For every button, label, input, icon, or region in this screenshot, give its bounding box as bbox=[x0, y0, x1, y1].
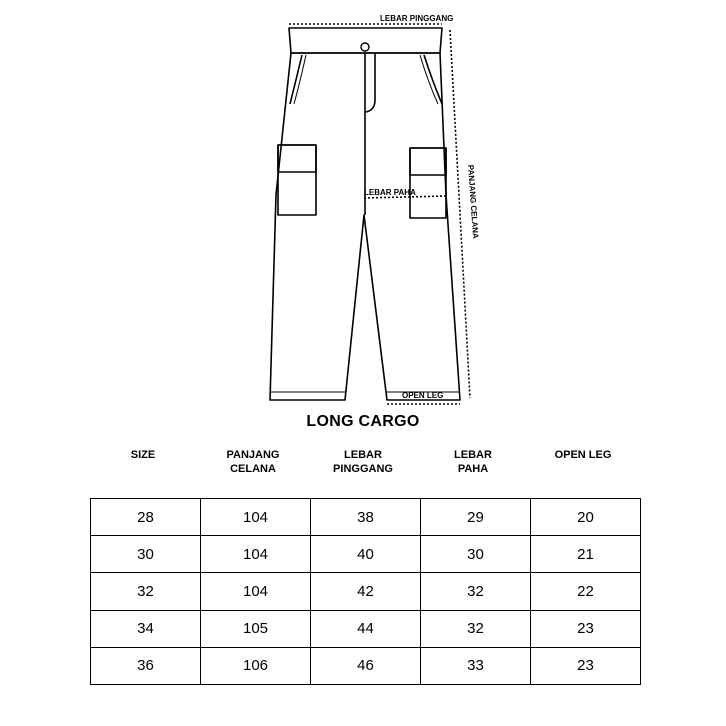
cell-lebar-paha: 29 bbox=[421, 499, 531, 536]
cell-size: 34 bbox=[91, 610, 201, 647]
cell-lebar-pinggang: 44 bbox=[311, 610, 421, 647]
cell-panjang-celana: 104 bbox=[201, 536, 311, 573]
button-icon bbox=[361, 43, 369, 51]
header-panjang-celana: PANJANG CELANA bbox=[226, 449, 280, 475]
table-row bbox=[91, 610, 641, 647]
cell-panjang-celana: 105 bbox=[201, 610, 311, 647]
cell-open-leg: 23 bbox=[531, 610, 641, 647]
cell-lebar-pinggang: 40 bbox=[311, 536, 421, 573]
cell-lebar-paha: 30 bbox=[421, 536, 531, 573]
cell-size: 36 bbox=[91, 647, 201, 684]
header-lebar-paha: LEBAR PAHA bbox=[454, 449, 492, 475]
table-row bbox=[91, 499, 641, 536]
table-row bbox=[91, 536, 641, 573]
header-open-leg: OPEN LEG bbox=[554, 449, 612, 461]
cell-open-leg: 21 bbox=[531, 536, 641, 573]
cell-open-leg: 20 bbox=[531, 499, 641, 536]
cell-lebar-pinggang: 42 bbox=[311, 573, 421, 610]
product-title: LONG CARGO bbox=[306, 413, 420, 430]
table-row bbox=[91, 647, 641, 684]
cell-panjang-celana: 104 bbox=[201, 573, 311, 610]
cell-size: 28 bbox=[91, 499, 201, 536]
cell-panjang-celana: 104 bbox=[201, 499, 311, 536]
waist-label: LEBAR PINGGANG bbox=[380, 14, 454, 23]
length-measure-line bbox=[450, 30, 470, 398]
cargo-pants-outline bbox=[270, 28, 460, 400]
header-lebar-pinggang: LEBAR PINGGANG bbox=[333, 449, 393, 475]
cell-open-leg: 23 bbox=[531, 647, 641, 684]
header-size: SIZE bbox=[130, 449, 156, 461]
size-table bbox=[90, 498, 641, 685]
cell-lebar-paha: 33 bbox=[421, 647, 531, 684]
cell-lebar-pinggang: 46 bbox=[311, 647, 421, 684]
length-label: PANJANG CELANA bbox=[466, 164, 481, 240]
cell-size: 32 bbox=[91, 573, 201, 610]
thigh-label: LEBAR PAHA bbox=[364, 188, 416, 197]
cell-open-leg: 22 bbox=[531, 573, 641, 610]
cell-panjang-celana: 106 bbox=[201, 647, 311, 684]
cell-lebar-paha: 32 bbox=[421, 610, 531, 647]
cell-lebar-paha: 32 bbox=[421, 573, 531, 610]
cell-lebar-pinggang: 38 bbox=[311, 499, 421, 536]
leg-opening-label: OPEN LEG bbox=[402, 391, 444, 400]
table-row bbox=[91, 573, 641, 610]
cell-size: 30 bbox=[91, 536, 201, 573]
